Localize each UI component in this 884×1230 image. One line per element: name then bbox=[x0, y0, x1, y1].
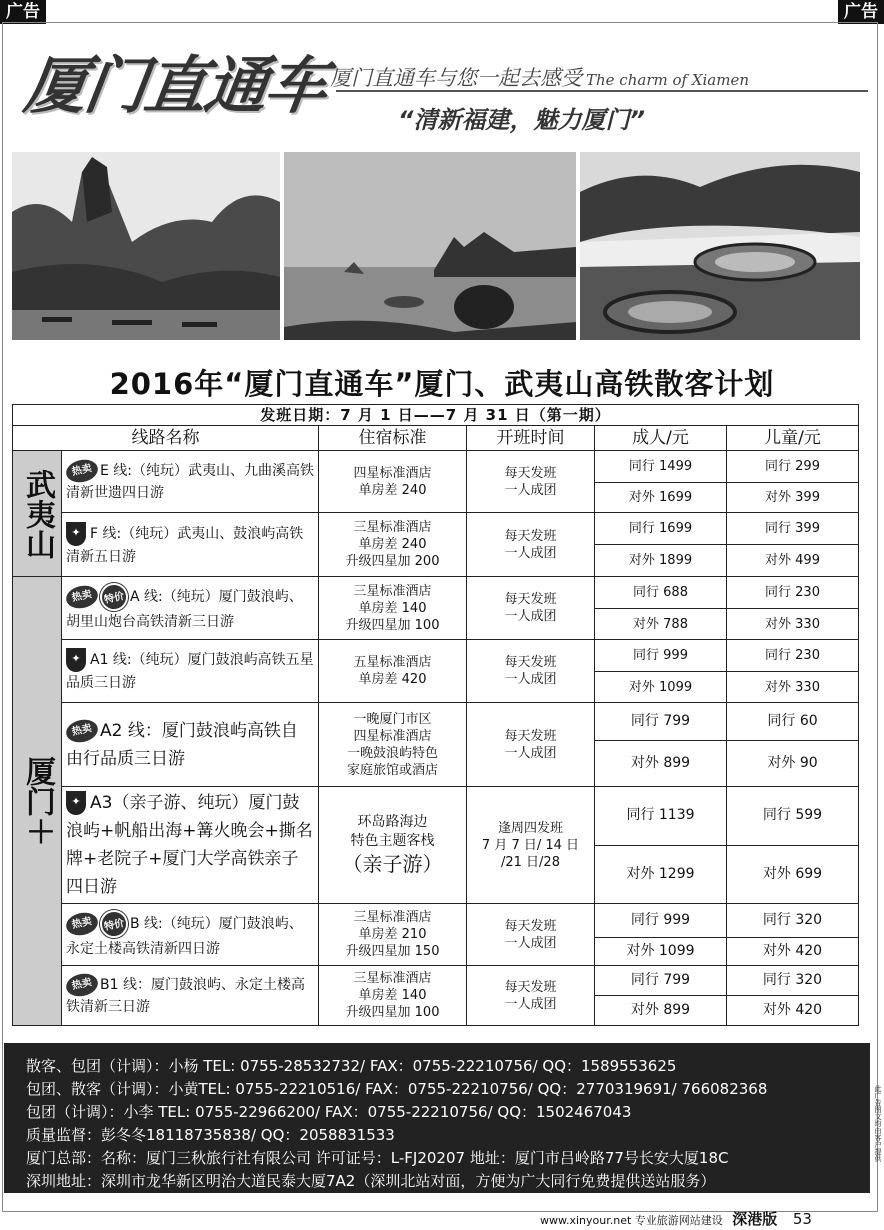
price-child-peer: 同行 320 bbox=[727, 904, 859, 938]
route-a1: ✦ A1 线:（纯玩）厦门鼓浪屿高铁五星品质三日游 bbox=[62, 640, 319, 703]
date-range: 发班日期：7 月 1 日——7 月 31 日（第一期） bbox=[13, 405, 859, 426]
price-adult-peer: 同行 1699 bbox=[595, 513, 727, 545]
price-adult-peer: 同行 999 bbox=[595, 640, 727, 672]
route-a2: 热卖 A2 线：厦门鼓浪屿高铁自由行品质三日游 bbox=[62, 703, 319, 787]
disclaimer-note: 此广告图文均由客户提供 bbox=[874, 1085, 882, 1162]
contact-line: 厦门总部：名称：厦门三秋旅行社有限公司 许可证号：L-FJ20207 地址：厦门市吕岭路77号长安大厦18C bbox=[26, 1149, 729, 1167]
photo-wuyi-mountain bbox=[12, 152, 280, 340]
price-child-peer: 同行 599 bbox=[727, 787, 859, 846]
price-adult-peer: 同行 999 bbox=[595, 904, 727, 938]
hotel-f: 三星标准酒店 单房差 240 升级四星加 200 bbox=[319, 513, 467, 577]
price-adult-peer: 同行 688 bbox=[595, 577, 727, 609]
schedule-a3: 逢周四发班 7 月 7 日/ 14 日 /21 日/28 bbox=[467, 787, 595, 904]
col-schedule: 开班时间 bbox=[467, 426, 595, 451]
hot-sale-icon: 热卖 bbox=[64, 456, 100, 484]
table-row bbox=[13, 703, 859, 741]
hotel-a2: 一晚厦门市区 四星标准酒店 一晚鼓浪屿特色 家庭旅馆或酒店 bbox=[319, 703, 467, 787]
price-adult-public: 对外 1699 bbox=[595, 483, 727, 513]
contact-line: 包团（计调）：小李 TEL: 0755-22966200/ FAX：0755-22210756/ QQ：1502467043 bbox=[26, 1103, 632, 1121]
slogan-primary: 厦门直通车与您一起去感受 The charm of Xiamen bbox=[330, 66, 750, 90]
price-child-public: 对外 399 bbox=[727, 483, 859, 513]
page-number: 53 bbox=[792, 1210, 812, 1228]
table-row bbox=[13, 451, 859, 483]
price-child-peer: 同行 230 bbox=[727, 640, 859, 672]
price-adult-public: 对外 899 bbox=[595, 741, 727, 787]
region-xiamen: 厦门＋ bbox=[13, 577, 62, 1026]
price-adult-public: 对外 788 bbox=[595, 609, 727, 640]
price-child-peer: 同行 399 bbox=[727, 513, 859, 545]
hotel-a3: 环岛路海边 特色主题客栈 （亲子游） bbox=[319, 787, 467, 904]
region-wuyi: 武夷山 bbox=[13, 451, 62, 577]
route-e: 热卖 E 线:（纯玩）武夷山、九曲溪高铁清新世遗四日游 bbox=[62, 451, 319, 513]
contact-line: 质量监督：彭冬冬18118735838/ QQ：2058831533 bbox=[26, 1126, 395, 1144]
hotel-b1: 三星标准酒店 单房差 140 升级四星加 100 bbox=[319, 966, 467, 1026]
price-child-public: 对外 330 bbox=[727, 609, 859, 640]
price-child-public: 对外 420 bbox=[727, 938, 859, 966]
price-adult-public: 对外 899 bbox=[595, 996, 727, 1026]
slogan-english: The charm of Xiamen bbox=[586, 71, 750, 89]
slogan-divider bbox=[336, 90, 868, 92]
price-adult-public: 对外 1099 bbox=[595, 672, 727, 703]
price-child-peer: 同行 60 bbox=[727, 703, 859, 741]
col-route: 线路名称 bbox=[13, 426, 319, 451]
price-adult-public: 对外 1899 bbox=[595, 545, 727, 577]
route-b: 热卖 特价 B 线:（纯玩）厦门鼓浪屿、永定土楼高铁清新四日游 bbox=[62, 904, 319, 966]
contact-footer bbox=[4, 1043, 870, 1193]
slogan-secondary: “清新福建，魅力厦门” bbox=[398, 106, 645, 134]
price-child-peer: 同行 230 bbox=[727, 577, 859, 609]
contact-line: 散客、包团（计调）：小杨 TEL: 0755-28532732/ FAX：0755-22210756/ QQ：1589553625 bbox=[26, 1057, 677, 1075]
table-row bbox=[13, 577, 859, 609]
price-adult-public: 对外 1299 bbox=[595, 845, 727, 904]
price-adult-public: 对外 1099 bbox=[595, 938, 727, 966]
page-title: 2016年“厦门直通车”厦门、武夷山高铁散客计划 bbox=[109, 367, 775, 401]
special-price-icon: 特价 bbox=[97, 580, 130, 613]
price-child-public: 对外 90 bbox=[727, 741, 859, 787]
route-b1: 热卖 B1 线：厦门鼓浪屿、永定土楼高铁清新三日游 bbox=[62, 966, 319, 1026]
header-row bbox=[13, 426, 859, 451]
table-row bbox=[13, 966, 859, 996]
schedule-e: 每天发班 一人成团 bbox=[467, 451, 595, 513]
photo-gulangyu-coast bbox=[284, 152, 576, 340]
schedule-a2: 每天发班 一人成团 bbox=[467, 703, 595, 787]
col-hotel: 住宿标准 bbox=[319, 426, 467, 451]
col-adult: 成人/元 bbox=[595, 426, 727, 451]
schedule-b: 每天发班 一人成团 bbox=[467, 904, 595, 966]
ad-label-right: 广告 bbox=[838, 0, 884, 24]
price-child-public: 对外 699 bbox=[727, 845, 859, 904]
hot-sale-icon: 热卖 bbox=[64, 716, 100, 744]
hotel-a: 三星标准酒店 单房差 140 升级四星加 100 bbox=[319, 577, 467, 640]
hot-sale-icon: 热卖 bbox=[64, 909, 100, 937]
ad-label-left: 广告 bbox=[0, 0, 46, 24]
date-range-row bbox=[13, 405, 859, 426]
price-adult-peer: 同行 799 bbox=[595, 966, 727, 996]
shield-icon: ✦ bbox=[66, 648, 86, 672]
edition-brand: 深港版 bbox=[732, 1210, 778, 1228]
price-child-public: 对外 330 bbox=[727, 672, 859, 703]
schedule-b1: 每天发班 一人成团 bbox=[467, 966, 595, 1026]
table-row bbox=[13, 513, 859, 545]
hot-sale-icon: 热卖 bbox=[64, 970, 100, 998]
table-row bbox=[13, 640, 859, 672]
site-url: www.xinyour.net 专业旅游网站建设 bbox=[540, 1214, 723, 1227]
price-adult-peer: 同行 799 bbox=[595, 703, 727, 741]
banner bbox=[18, 28, 870, 140]
contact-line: 深圳地址：深圳市龙华新区明治大道民泰大厦7A2（深圳北站对面，方便为广大同行免费提供送站服务） bbox=[26, 1172, 716, 1190]
price-child-peer: 同行 320 bbox=[727, 966, 859, 996]
hotel-a1: 五星标准酒店 单房差 420 bbox=[319, 640, 467, 703]
shield-icon: ✦ bbox=[66, 791, 86, 815]
price-child-public: 对外 420 bbox=[727, 996, 859, 1026]
itinerary-table bbox=[12, 404, 859, 1026]
col-child: 儿童/元 bbox=[727, 426, 859, 451]
table-row bbox=[13, 904, 859, 938]
route-a: 热卖 特价 A 线:（纯玩）厦门鼓浪屿、胡里山炮台高铁清新三日游 bbox=[62, 577, 319, 640]
price-adult-peer: 同行 1499 bbox=[595, 451, 727, 483]
price-adult-peer: 同行 1139 bbox=[595, 787, 727, 846]
shield-icon: ✦ bbox=[66, 522, 86, 546]
price-child-public: 对外 499 bbox=[727, 545, 859, 577]
route-a3: ✦ A3（亲子游、纯玩）厦门鼓浪屿+帆船出海+篝火晚会+撕名牌+老院子+厦门大学高铁亲子四日游 bbox=[62, 787, 319, 904]
brand-logo: 厦门直通车 bbox=[20, 49, 331, 122]
hotel-b: 三星标准酒店 单房差 210 升级四星加 150 bbox=[319, 904, 467, 966]
family-tour-label: （亲子游） bbox=[342, 852, 443, 876]
hot-sale-icon: 热卖 bbox=[64, 583, 100, 611]
schedule-a1: 每天发班 一人成团 bbox=[467, 640, 595, 703]
hotel-e: 四星标准酒店 单房差 240 bbox=[319, 451, 467, 513]
special-price-icon: 特价 bbox=[97, 907, 130, 940]
page-footer bbox=[540, 1208, 812, 1229]
photo-strip bbox=[0, 152, 884, 340]
schedule-f: 每天发班 一人成团 bbox=[467, 513, 595, 577]
photo-tulou bbox=[580, 152, 860, 340]
price-child-peer: 同行 299 bbox=[727, 451, 859, 483]
schedule-a: 每天发班 一人成团 bbox=[467, 577, 595, 640]
contact-line: 包团、散客（计调）：小黄TEL: 0755-22210516/ FAX：0755-22210756/ QQ：2770319691/ 766082368 bbox=[26, 1080, 768, 1098]
route-f: ✦ F 线:（纯玩）武夷山、鼓浪屿高铁清新五日游 bbox=[62, 513, 319, 577]
table-row bbox=[13, 787, 859, 846]
